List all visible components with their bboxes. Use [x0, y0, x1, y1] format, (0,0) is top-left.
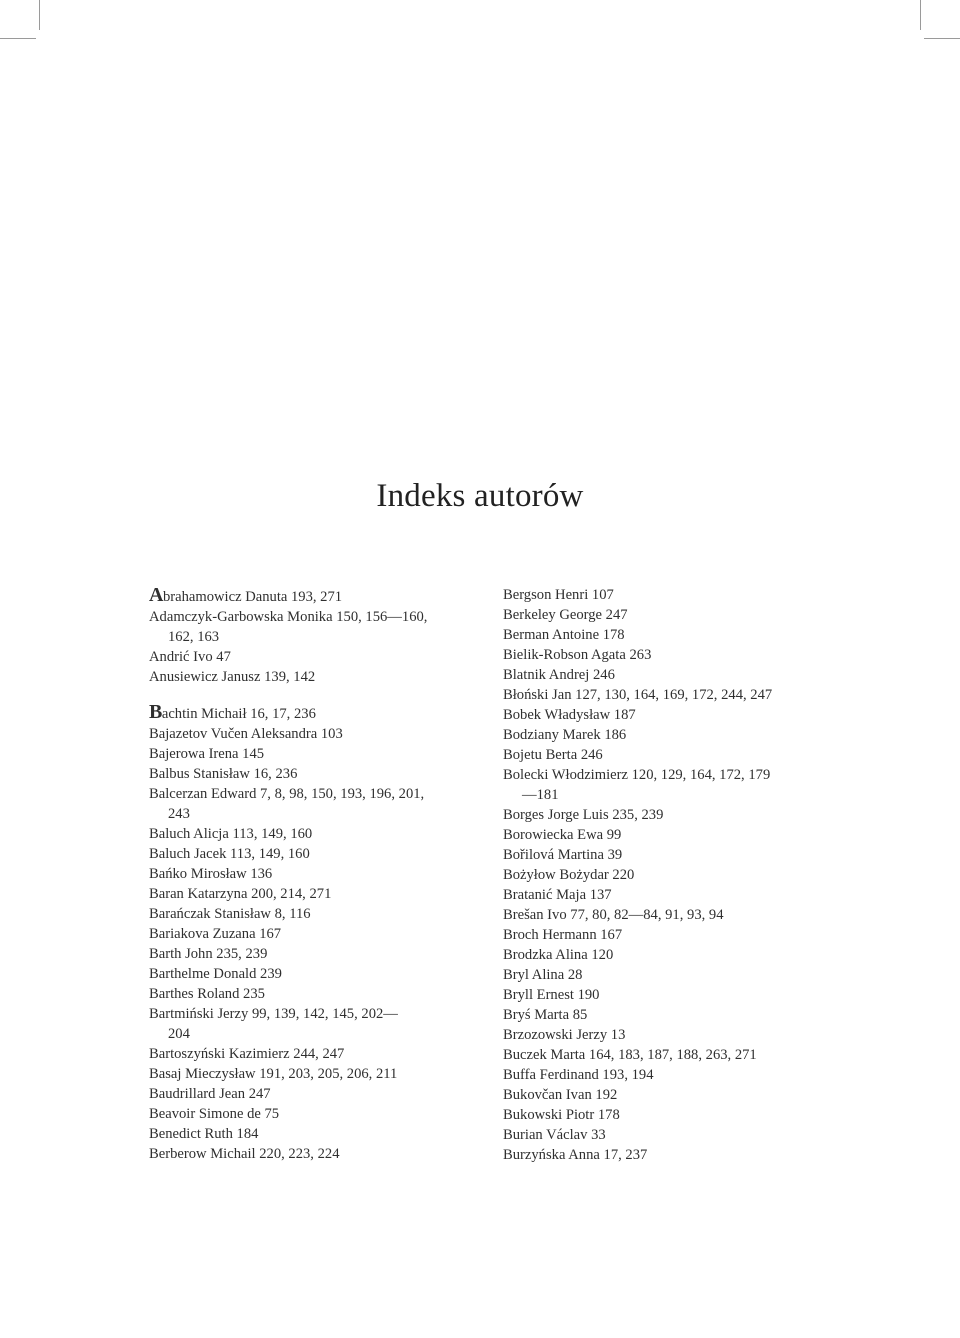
index-entry	[149, 1144, 467, 1164]
index-entry-text: Beavoir Simone de 75	[149, 1106, 280, 1122]
index-entry-text: Bańko Mirosław 136	[149, 866, 273, 882]
group-initial-a: A	[149, 584, 163, 606]
index-entry	[149, 702, 467, 724]
index-entry	[503, 625, 823, 645]
index-entry-text: Bolecki Włodzimierz 120, 129, 164, 172, 179	[503, 767, 771, 783]
index-entry-text: Barth John 235, 239	[149, 946, 268, 962]
index-entry	[149, 964, 467, 984]
index-entry-text: Bryś Marta 85	[503, 1007, 588, 1023]
index-entry	[503, 965, 823, 985]
index-entry-text: Bojetu Berta 246	[503, 747, 603, 763]
index-entry-text: Bukowski Piotr 178	[503, 1107, 620, 1123]
index-entry-continuation: —181	[522, 787, 559, 803]
index-entry	[503, 765, 823, 805]
index-entry	[149, 864, 467, 884]
index-entry	[503, 885, 823, 905]
index-entry	[149, 1084, 467, 1104]
index-entry-text: Bajazetov Vučen Aleksandra 103	[149, 726, 343, 742]
index-entry	[503, 705, 823, 725]
index-entry-text: Berberow Michail 220, 223, 224	[149, 1146, 340, 1162]
index-entry	[149, 904, 467, 924]
index-entry-text: Barthes Roland 235	[149, 986, 265, 1002]
index-entry-text: Basaj Mieczysław 191, 203, 205, 206, 211	[149, 1066, 398, 1082]
index-entry	[149, 1004, 467, 1044]
index-entry-text: Borges Jorge Luis 235, 239	[503, 807, 664, 823]
index-entry	[503, 645, 823, 665]
index-entry-text: Anusiewicz Janusz 139, 142	[149, 669, 316, 685]
crop-mark	[39, 0, 40, 30]
index-entry-text: Baudrillard Jean 247	[149, 1086, 271, 1102]
index-entry-text: Buczek Marta 164, 183, 187, 188, 263, 271	[503, 1047, 757, 1063]
index-entry	[503, 1105, 823, 1125]
index-entry	[503, 1065, 823, 1085]
index-entry-text: Berkeley George 247	[503, 607, 628, 623]
index-entry-text: Brzozowski Jerzy 13	[503, 1027, 626, 1043]
index-entry-text: Broch Hermann 167	[503, 927, 623, 943]
index-entry-continuation: 162, 163	[168, 629, 220, 645]
index-entry-text: Brešan Ivo 77, 80, 82—84, 91, 93, 94	[503, 907, 724, 923]
index-entry-text: Barthelme Donald 239	[149, 966, 282, 982]
index-entry-text: Bukovčan Ivan 192	[503, 1087, 618, 1103]
index-entry	[503, 1045, 823, 1065]
index-entry-text: Borowiecka Ewa 99	[503, 827, 622, 843]
index-entry-text: Balbus Stanisław 16, 236	[149, 766, 298, 782]
index-column-right	[503, 585, 823, 1165]
index-entry	[149, 984, 467, 1004]
index-entry-text: Baluch Alicja 113, 149, 160	[149, 826, 313, 842]
index-entry	[149, 607, 467, 647]
index-entry	[503, 825, 823, 845]
group-b-list	[149, 724, 467, 1164]
index-entry-text: Barańczak Stanisław 8, 116	[149, 906, 311, 922]
index-entry-continuation: 204	[168, 1026, 190, 1042]
index-entry-text: Blatnik Andrej 246	[503, 667, 615, 683]
index-entry-text: Bariakova Zuzana 167	[149, 926, 282, 942]
index-entry-text: Andrić Ivo 47	[149, 649, 231, 665]
index-entry-text: Bergson Henri 107	[503, 587, 614, 603]
index-entry	[149, 944, 467, 964]
index-entry-text: Adamczyk-Garbowska Monika 150, 156—160,	[149, 609, 428, 625]
index-entry-text: Berman Antoine 178	[503, 627, 625, 643]
crop-mark	[924, 38, 960, 39]
index-entry-text: Baran Katarzyna 200, 214, 271	[149, 886, 332, 902]
index-entry-text: Bartoszyński Kazimierz 244, 247	[149, 1046, 345, 1062]
group-gap	[149, 687, 467, 702]
index-entry	[149, 1064, 467, 1084]
index-column-left	[149, 585, 467, 1164]
index-entry	[149, 667, 467, 687]
index-entry-text: Bobek Władysław 187	[503, 707, 636, 723]
index-entry	[503, 585, 823, 605]
right-list	[503, 585, 823, 1165]
index-entry-text: Burian Václav 33	[503, 1127, 606, 1143]
index-entry	[503, 745, 823, 765]
index-entry	[503, 1145, 823, 1165]
index-entry	[503, 665, 823, 685]
index-entry-text: Bratanić Maja 137	[503, 887, 612, 903]
index-entry-text: Baluch Jacek 113, 149, 160	[149, 846, 310, 862]
index-entry	[503, 805, 823, 825]
index-entry	[503, 985, 823, 1005]
index-entry	[149, 647, 467, 667]
index-entry-text: Bajerowa Irena 145	[149, 746, 265, 762]
index-entry-text: Burzyńska Anna 17, 237	[503, 1147, 648, 1163]
index-entry	[503, 865, 823, 885]
index-entry	[503, 1005, 823, 1025]
index-entry-text: achtin Michaił 16, 17, 236	[161, 706, 316, 722]
index-entry	[149, 884, 467, 904]
index-entry-text: Balcerzan Edward 7, 8, 98, 150, 193, 196, 201,	[149, 786, 425, 802]
index-entry	[503, 845, 823, 865]
index-entry	[503, 605, 823, 625]
index-entry	[149, 1044, 467, 1064]
index-entry	[149, 784, 467, 824]
index-entry	[503, 1085, 823, 1105]
index-entry-text: Bryll Ernest 190	[503, 987, 600, 1003]
index-entry	[149, 585, 467, 607]
index-entry	[503, 945, 823, 965]
page-title: Indeks autorów	[376, 478, 584, 514]
index-entry	[149, 924, 467, 944]
index-entry	[503, 1025, 823, 1045]
index-entry	[149, 824, 467, 844]
crop-mark	[920, 0, 921, 30]
index-entry	[149, 744, 467, 764]
index-entry	[503, 905, 823, 925]
index-entry-text: Bořilová Martina 39	[503, 847, 623, 863]
index-entry-text: Błoński Jan 127, 130, 164, 169, 172, 244, 247	[503, 687, 773, 703]
index-entry-text: Bryl Alina 28	[503, 967, 583, 983]
index-entry-continuation: 243	[168, 806, 190, 822]
index-entry-text: Bodziany Marek 186	[503, 727, 627, 743]
index-entry-text: brahamowicz Danuta 193, 271	[162, 589, 343, 605]
index-entry	[149, 844, 467, 864]
index-entry	[503, 685, 823, 705]
index-entry-text: Bożyłow Bożydar 220	[503, 867, 635, 883]
crop-mark	[0, 38, 36, 39]
index-entry-text: Benedict Ruth 184	[149, 1126, 259, 1142]
index-entry	[503, 925, 823, 945]
index-entry	[149, 1124, 467, 1144]
index-entry	[149, 1104, 467, 1124]
index-entry-text: Bielik-Robson Agata 263	[503, 647, 652, 663]
index-entry-text: Buffa Ferdinand 193, 194	[503, 1067, 654, 1083]
index-entry	[503, 1125, 823, 1145]
index-entry	[149, 764, 467, 784]
group-initial-b: B	[149, 701, 162, 723]
index-entry-text: Bartmiński Jerzy 99, 139, 142, 145, 202—	[149, 1006, 398, 1022]
index-entry	[503, 725, 823, 745]
group-a-list	[149, 607, 467, 687]
index-entry-text: Brodzka Alina 120	[503, 947, 614, 963]
index-entry	[149, 724, 467, 744]
